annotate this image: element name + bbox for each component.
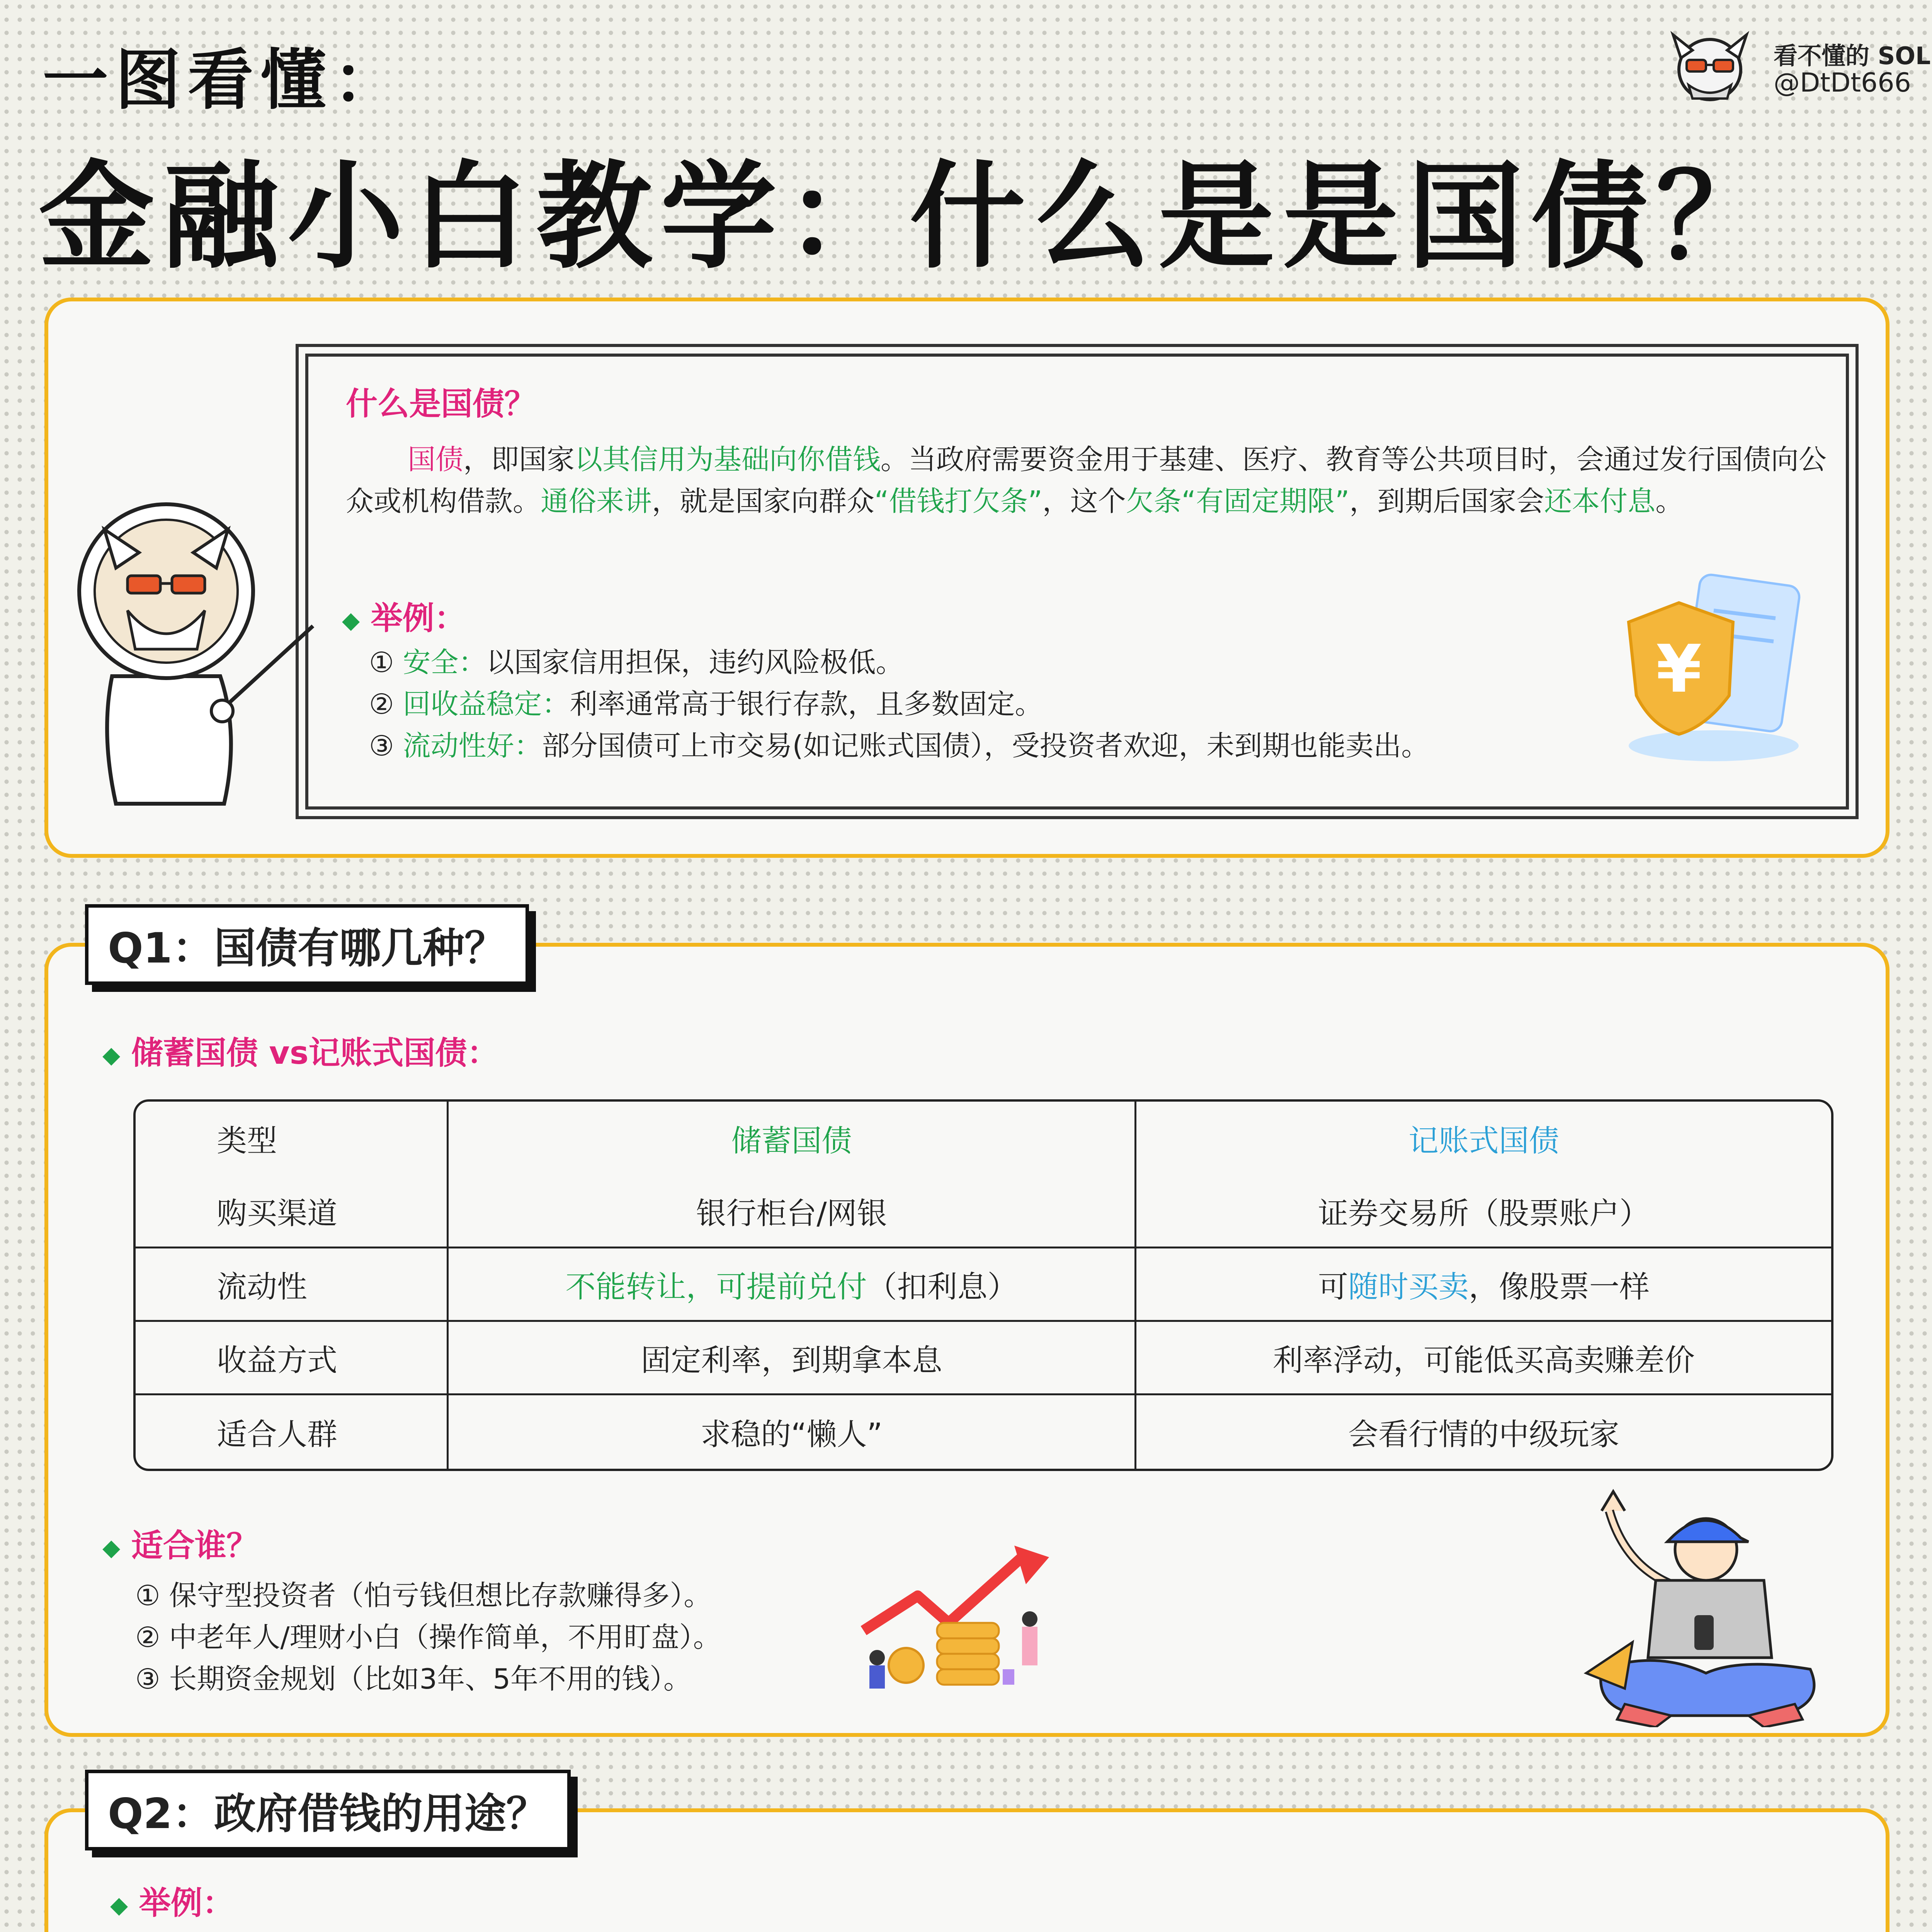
text-segment: 会看行情的中级玩家 <box>1348 1417 1619 1452</box>
examples-list <box>369 641 1429 767</box>
text-segment: ，这个 <box>1042 485 1126 517</box>
table-header-cell: 储蓄国债 <box>449 1102 1136 1175</box>
text-segment: 求稳的“懒人” <box>701 1417 883 1452</box>
text-segment: 银行柜台/网银 <box>696 1196 887 1231</box>
text-segment: 随时买卖 <box>1348 1269 1469 1304</box>
list-item <box>369 725 1429 767</box>
table-row <box>136 1322 1831 1395</box>
table-cell: 购买渠道 <box>136 1175 449 1248</box>
list-item: ② 中老年人/理财小白（操作简单，不用盯盘）。 <box>135 1621 721 1653</box>
table-header-cell: 类型 <box>136 1102 449 1175</box>
comparison-table <box>133 1099 1833 1471</box>
table-cell: 适合人群 <box>136 1395 449 1469</box>
intro-panel <box>44 298 1889 858</box>
text-segment: “借钱打欠条” <box>874 485 1043 517</box>
text-segment: ③ <box>369 730 403 762</box>
table-cell <box>1136 1395 1831 1469</box>
list-item: ③ 长期资金规划（比如3年、5年不用的钱）。 <box>135 1663 692 1695</box>
author-handle: @DtDt666 <box>1774 68 1911 98</box>
mascot-illustration <box>70 495 317 811</box>
q1-title: Q1：国债有哪几种？ <box>85 904 529 985</box>
examples-heading: ◆ 举例： <box>342 600 466 637</box>
text-segment: ，就是国家向群众 <box>652 485 875 517</box>
page-title: 金融小白教学：什么是是国债？ <box>39 150 1781 284</box>
text-segment: ，像股票一样 <box>1469 1269 1650 1304</box>
table-row <box>136 1395 1831 1469</box>
text-segment: 还本付息 <box>1544 485 1656 517</box>
text-segment: 利率浮动，可能低买高卖赚差价 <box>1272 1343 1695 1378</box>
text-segment: 回收益稳定： <box>403 688 570 720</box>
text-segment: ，即国家 <box>463 443 575 476</box>
table-row <box>136 1248 1831 1322</box>
table-cell <box>449 1248 1136 1322</box>
text-segment: 通俗来讲 <box>541 485 652 517</box>
list-item <box>369 641 1429 683</box>
text-segment: ② <box>369 688 403 720</box>
text-segment: 。当政府需要资金用于基建、医疗、教育等公共项目时，会通过发行国债向公众或机构借款。 <box>346 443 1827 517</box>
person-waving-illustration <box>1578 1488 1849 1727</box>
table-cell: 收益方式 <box>136 1322 449 1395</box>
text-segment: 利率通常高于银行存款，且多数固定。 <box>570 688 1043 720</box>
text-segment: （扣利息） <box>867 1269 1018 1304</box>
text-segment: 证券交易所（股票账户） <box>1318 1196 1650 1231</box>
text-segment: 可 <box>1318 1269 1348 1304</box>
table-row <box>136 1175 1831 1248</box>
text-segment: 以其信用为基础向你借钱 <box>575 443 881 476</box>
q1-panel <box>44 943 1889 1737</box>
growth-chart-icon <box>840 1542 1080 1696</box>
svg-text:¥: ¥ <box>1656 631 1702 707</box>
shield-document-icon <box>1613 568 1822 769</box>
intro-paragraph <box>346 439 1845 522</box>
q2-title: Q2：政府借钱的用途？ <box>85 1770 571 1850</box>
list-item <box>369 683 1429 725</box>
table-cell <box>1136 1248 1831 1322</box>
table-cell <box>449 1175 1136 1248</box>
intro-heading: 什么是国债？ <box>346 386 536 422</box>
text-segment: 安全： <box>403 646 486 679</box>
author-name: 看不懂的 SOL <box>1774 42 1931 70</box>
header-line1: 一图看懂： <box>43 42 406 119</box>
fit-list <box>135 1575 721 1700</box>
text-segment: 不能转让，可提前兑付 <box>565 1269 867 1304</box>
text-segment: ① <box>369 646 403 679</box>
text-segment: 国债 <box>408 443 464 476</box>
text-segment: 欠条“有固定期限” <box>1126 485 1350 517</box>
table-cell <box>449 1395 1136 1469</box>
text-segment: 。 <box>1655 485 1684 517</box>
table-cell: 流动性 <box>136 1248 449 1322</box>
text-segment: 部分国债可上市交易(如记账式国债），受投资者欢迎，未到期也能卖出。 <box>542 730 1429 762</box>
text-segment: 流动性好： <box>403 730 542 762</box>
q1-subheading: ◆ 储蓄国债 vs记账式国债： <box>102 1035 499 1071</box>
list-item: ① 保守型投资者（怕亏钱但想比存款赚得多）。 <box>135 1579 712 1612</box>
table-cell <box>1136 1175 1831 1248</box>
text-segment: 以国家信用担保，违约风险极低。 <box>486 646 904 679</box>
table-header-cell: 记账式国债 <box>1408 1124 1559 1158</box>
author-avatar <box>1669 27 1750 104</box>
text-segment: 固定利率，到期拿本息 <box>641 1343 942 1378</box>
fit-heading: ◆ 适合谁？ <box>102 1527 258 1564</box>
text-segment: ，到期后国家会 <box>1349 485 1544 517</box>
table-cell <box>1136 1322 1831 1395</box>
q2-subheading: ◆ 举例： <box>110 1885 234 1922</box>
table-cell <box>449 1322 1136 1395</box>
table-header-row <box>136 1102 1831 1175</box>
